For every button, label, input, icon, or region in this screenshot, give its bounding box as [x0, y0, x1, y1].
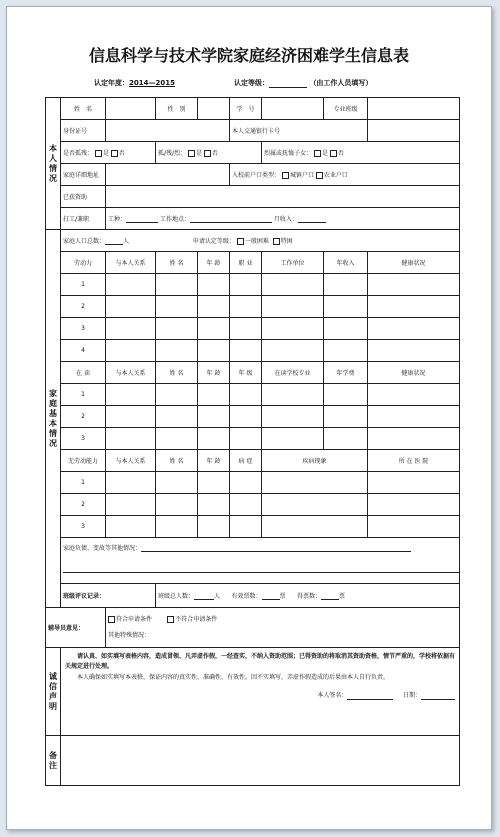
cell[interactable]: [106, 274, 156, 296]
cell[interactable]: [156, 494, 198, 516]
labor-header: 劳动力: [61, 252, 106, 274]
counselor-label: 辅导员意见：: [46, 608, 106, 648]
cell[interactable]: [368, 274, 460, 296]
table-row: [46, 340, 460, 362]
got-label: 得票数：: [296, 593, 321, 600]
martyr-yes-text: 是: [321, 150, 328, 157]
student-id-field[interactable]: [262, 98, 324, 120]
year-value: 2014—2015: [129, 79, 175, 87]
cell[interactable]: [368, 384, 460, 406]
row-number: 2: [61, 494, 106, 516]
date-label: 日期：: [402, 691, 421, 699]
cell[interactable]: [156, 516, 198, 538]
labor-header: 健康状况: [368, 252, 460, 274]
date-blank[interactable]: [421, 693, 455, 700]
labor-header: 年收入: [324, 252, 368, 274]
nonlabor-header: 姓 名: [156, 450, 198, 472]
cell[interactable]: [106, 494, 156, 516]
table-row: [46, 274, 460, 296]
hukou-cell: [230, 164, 460, 186]
cell[interactable]: [230, 296, 262, 318]
section-declaration: 诚 信 声 明: [46, 648, 61, 736]
student-header-row: [46, 362, 460, 384]
class-review-label: 班级评议记录：: [61, 584, 156, 608]
orphan-cell: 是否孤残： 是 否: [61, 142, 156, 164]
bank-card-label: 本人交通银行卡号: [230, 120, 368, 142]
form-title: 信息科学与技术学院家庭经济困难学生信息表: [88, 46, 409, 65]
student-header: 年学费: [324, 362, 368, 384]
cell[interactable]: [156, 274, 198, 296]
debt-label: 家庭负债、变故等其他情况：: [63, 545, 142, 552]
sign-label: 本人签名：: [317, 691, 348, 699]
table-row: [46, 318, 460, 340]
row-number: 3: [61, 428, 106, 450]
table-row: [46, 428, 460, 450]
disabled-yes-text: 是: [195, 150, 202, 157]
gender-field[interactable]: [198, 98, 230, 120]
address-field[interactable]: [106, 164, 230, 186]
cell[interactable]: [230, 494, 262, 516]
labor-header: 工作单位: [262, 252, 324, 274]
nonlabor-header: 疾病现象: [262, 450, 368, 472]
debt-cell[interactable]: [61, 538, 460, 584]
funded-label: 已获资助: [61, 186, 106, 208]
martyr-no-text: 否: [337, 150, 344, 157]
population-label: 家庭人口总数：: [63, 238, 106, 245]
address-label: 家庭详细地址: [61, 164, 106, 186]
martyr-yes-checkbox[interactable]: [314, 150, 321, 157]
debt-blank-1: [141, 545, 411, 552]
nonlabor-header: 所 在 医 院: [368, 450, 460, 472]
table-row: [46, 494, 460, 516]
cell[interactable]: [198, 494, 230, 516]
cell[interactable]: [368, 428, 460, 450]
student-header: 姓 名: [156, 362, 198, 384]
job-type-label: 工种：: [108, 216, 127, 223]
cell[interactable]: [324, 428, 368, 450]
general-text: 一般困难: [244, 238, 269, 245]
job-type-blank[interactable]: [126, 216, 158, 223]
nonlabor-header: 病 症: [230, 450, 262, 472]
orphan-label: 是否孤残: [63, 150, 88, 157]
level-label: 认定等级：: [234, 79, 269, 87]
rural-text: 农业户口: [323, 172, 348, 179]
student-header: 在 读: [61, 362, 106, 384]
disabled-no-text: 否: [211, 150, 218, 157]
cell[interactable]: [368, 472, 460, 494]
got-blank[interactable]: [321, 593, 339, 600]
row-number: 4: [61, 340, 106, 362]
nonlabor-header: 年 龄: [198, 450, 230, 472]
hukou-label: 入校前户口类型：: [232, 172, 281, 179]
cell[interactable]: [156, 318, 198, 340]
cell[interactable]: [368, 406, 460, 428]
class-review-cell: [156, 584, 460, 608]
disabled-label: 孤/残/烈：: [158, 150, 187, 157]
work-label: 打工/兼职: [61, 208, 106, 230]
other-label: 其他特殊情况：: [108, 631, 151, 639]
cell[interactable]: [106, 516, 156, 538]
cell[interactable]: [106, 318, 156, 340]
name-field[interactable]: [106, 98, 156, 120]
cell[interactable]: [198, 516, 230, 538]
nonlabor-header: 与本人关系: [106, 450, 156, 472]
cell[interactable]: [230, 340, 262, 362]
row-number: 3: [61, 318, 106, 340]
row-number: 1: [61, 274, 106, 296]
urban-text: 城镇户口: [289, 172, 314, 179]
cell[interactable]: [106, 406, 156, 428]
cell[interactable]: [230, 274, 262, 296]
cell[interactable]: [262, 296, 324, 318]
cell[interactable]: [198, 472, 230, 494]
orphan-yes-text: 是: [102, 150, 109, 157]
total-blank[interactable]: [194, 593, 214, 600]
student-header: 在读学校专业: [262, 362, 324, 384]
cell[interactable]: [198, 274, 230, 296]
workplace-label: 工作地点：: [159, 216, 190, 223]
workplace-blank[interactable]: [190, 216, 272, 223]
disabled-yes-checkbox[interactable]: [188, 150, 195, 157]
total-label: 班级总人数：: [158, 593, 195, 600]
info-table: [45, 97, 460, 786]
id-card-field[interactable]: [106, 120, 230, 142]
declaration-paragraph-1: 请认真、如实填写表格内容，造成冒领、凡弄虚作假，一经查实，不纳入资助范围；已得资助的将取消其资助资格，情节严重的，学校将依据有关规定进行处理。: [65, 653, 456, 670]
row-number: 3: [61, 516, 106, 538]
cell[interactable]: [106, 428, 156, 450]
document-page: [6, 6, 492, 830]
cell[interactable]: [106, 340, 156, 362]
votes-unit: 票: [279, 593, 286, 600]
cell[interactable]: [262, 340, 324, 362]
table-row: [46, 406, 460, 428]
cell[interactable]: [230, 384, 262, 406]
orphan-no-checkbox[interactable]: [111, 150, 118, 157]
table-row: [46, 516, 460, 538]
cell[interactable]: [262, 428, 324, 450]
cell[interactable]: [324, 296, 368, 318]
special-text: 特困: [280, 238, 293, 245]
cell[interactable]: [324, 274, 368, 296]
cell[interactable]: [230, 318, 262, 340]
cell[interactable]: [230, 428, 262, 450]
cell[interactable]: [262, 406, 324, 428]
cell[interactable]: [368, 318, 460, 340]
student-header: 年 龄: [198, 362, 230, 384]
orphan-no-text: 否: [118, 150, 125, 157]
meet-checkbox[interactable]: [108, 616, 115, 623]
cell[interactable]: [106, 384, 156, 406]
cell[interactable]: [262, 472, 368, 494]
section-remarks: 备 注: [46, 736, 61, 786]
meet-text: 符合申请条件: [116, 615, 153, 623]
income-label: 月收入：: [273, 216, 298, 223]
cell[interactable]: [368, 340, 460, 362]
cell[interactable]: [198, 428, 230, 450]
year-line: [94, 78, 175, 88]
nonlabor-header-row: [46, 450, 460, 472]
debt-blank-2: [63, 566, 460, 573]
cell[interactable]: [230, 406, 262, 428]
valid-label: 有效票数：: [231, 593, 262, 600]
special-checkbox[interactable]: [273, 238, 280, 245]
cell[interactable]: [156, 428, 198, 450]
cell[interactable]: [324, 318, 368, 340]
population-blank[interactable]: [105, 238, 123, 245]
cell[interactable]: [106, 472, 156, 494]
funded-field[interactable]: [106, 186, 460, 208]
labor-header-row: [46, 252, 460, 274]
cell[interactable]: [262, 384, 324, 406]
cell[interactable]: [198, 406, 230, 428]
id-card-label: 身份证号: [61, 120, 106, 142]
orphan-yes-checkbox[interactable]: [95, 150, 102, 157]
level-note: （由工作人员填写）: [309, 79, 373, 87]
student-id-label: 学 号: [230, 98, 262, 120]
cell[interactable]: [156, 472, 198, 494]
row-number: 2: [61, 406, 106, 428]
student-header: 年 级: [230, 362, 262, 384]
cell[interactable]: [262, 318, 324, 340]
urban-checkbox[interactable]: [282, 172, 289, 179]
not-meet-text: 不符合申请条件: [175, 615, 218, 623]
people-unit: 人: [214, 593, 221, 600]
income-blank[interactable]: [298, 216, 326, 223]
labor-header: 与本人关系: [106, 252, 156, 274]
section-family: 家 庭 基 本 情 况: [46, 230, 61, 608]
cell[interactable]: [230, 516, 262, 538]
gender-label: 性 别: [156, 98, 198, 120]
student-header: 与本人关系: [106, 362, 156, 384]
valid-blank[interactable]: [262, 593, 280, 600]
level-blank: [269, 81, 307, 88]
row-number: 1: [61, 384, 106, 406]
cell[interactable]: [368, 494, 460, 516]
level-line: [234, 78, 372, 88]
population-unit: 人: [123, 238, 130, 245]
level-apply-label: 申请认定等级：: [192, 238, 235, 245]
row-number: 2: [61, 296, 106, 318]
disabled-no-checkbox[interactable]: [204, 150, 211, 157]
cell[interactable]: [368, 296, 460, 318]
cell[interactable]: [156, 296, 198, 318]
cell[interactable]: [156, 384, 198, 406]
got-unit: 票: [338, 593, 345, 600]
table-row: [46, 384, 460, 406]
rural-checkbox[interactable]: [316, 172, 323, 179]
cell[interactable]: [368, 516, 460, 538]
population-cell: [61, 230, 460, 252]
cell[interactable]: [324, 406, 368, 428]
table-row: [46, 296, 460, 318]
bank-card-field[interactable]: [368, 120, 460, 142]
cell[interactable]: [198, 340, 230, 362]
martyr-label: 烈属或抚恤子女：: [264, 150, 313, 157]
disabled-cell: [156, 142, 262, 164]
student-header: 健康状况: [368, 362, 460, 384]
general-checkbox[interactable]: [237, 238, 244, 245]
martyr-no-checkbox[interactable]: [330, 150, 337, 157]
remarks-field[interactable]: [61, 736, 460, 786]
cell[interactable]: [198, 384, 230, 406]
cell[interactable]: [262, 274, 324, 296]
table-row: [46, 472, 460, 494]
labor-header: 姓 名: [156, 252, 198, 274]
cell[interactable]: [156, 340, 198, 362]
cell[interactable]: [230, 472, 262, 494]
work-cell: [106, 208, 460, 230]
martyr-cell: [262, 142, 460, 164]
class-field[interactable]: [368, 98, 460, 120]
labor-header: 年 龄: [198, 252, 230, 274]
declaration-paragraph-2: 本人确保如实填写本表格，保证内容的真实性、准确性、有效性。因不实填写、弄虚作假造成的后果由本人自行负责。: [77, 674, 390, 682]
name-label: 姓 名: [61, 98, 106, 120]
sign-blank[interactable]: [347, 693, 393, 700]
year-label: 认定年度：: [94, 79, 129, 87]
labor-header: 职 业: [230, 252, 262, 274]
cell[interactable]: [262, 516, 368, 538]
cell[interactable]: [324, 384, 368, 406]
cell[interactable]: [156, 406, 198, 428]
cell[interactable]: [324, 340, 368, 362]
counselor-cell: [106, 608, 460, 648]
cell[interactable]: [198, 296, 230, 318]
cell[interactable]: [198, 318, 230, 340]
cell[interactable]: [106, 296, 156, 318]
cell[interactable]: [262, 494, 368, 516]
not-meet-checkbox[interactable]: [167, 616, 174, 623]
row-number: 1: [61, 472, 106, 494]
nonlabor-header: 无劳动能力: [61, 450, 106, 472]
declaration-cell: [61, 648, 460, 736]
section-personal: 本 人 情 况: [46, 98, 61, 230]
class-label: 专业班级: [324, 98, 368, 120]
